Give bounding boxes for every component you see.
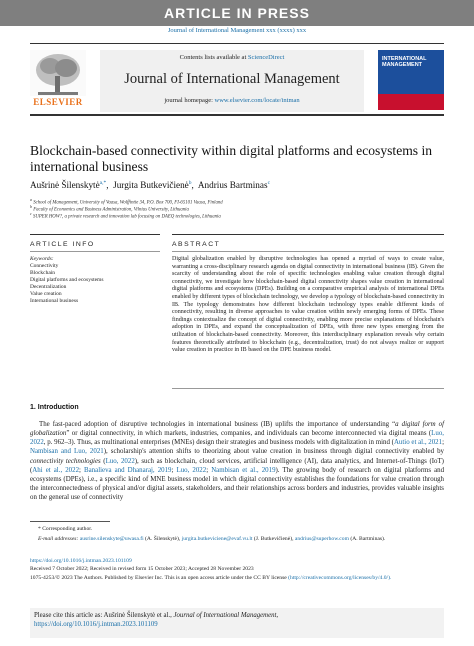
citation-box: Please cite this article as: Aušrinė Šilenskytė et al., Journal of International Management, https://doi.org/10.1016/j.intman.2023.101109: [30, 608, 444, 638]
doi-line: [30, 558, 444, 566]
contents-line: [100, 54, 364, 61]
keyword-item: Decentralization: [30, 284, 67, 290]
affiliation-marker: b: [30, 204, 32, 209]
author-name: Andrius Bartminas: [197, 180, 268, 191]
body-text: The fast-paced adoption of disruptive technologies in international business (IB) uplifts the importance of understanding “: [39, 421, 396, 428]
info-rule-bottom: [30, 251, 160, 252]
article-info-heading: ARTICLE INFO: [30, 241, 95, 248]
email-link[interactable]: andrius@superhow.com: [294, 536, 349, 542]
citation-link[interactable]: Luo, 2022: [105, 457, 135, 465]
info-rule-top: [30, 234, 160, 235]
body-text: (: [100, 457, 106, 465]
citation-link[interactable]: Luo, 2022: [30, 430, 444, 447]
keyword-item: Connectivity: [30, 263, 59, 269]
keywords-label: Keywords:: [30, 256, 54, 262]
keyword-item: Value creation: [30, 291, 62, 297]
body-text: ;: [171, 466, 177, 474]
article-title: Blockchain-based connectivity within digital platforms and ecosystems in international business: [30, 143, 433, 174]
emphasis-text: a digital form of globalization: [30, 421, 444, 438]
affiliation-marker: c: [30, 211, 32, 216]
abstract-rule-end: [172, 388, 444, 389]
author-name: Aušrinė Šilenskytė: [30, 180, 100, 191]
abstract-rule-top: [172, 234, 444, 235]
email-link[interactable]: jurgita.butkeviciene@evaf.vu.lt: [181, 536, 253, 542]
corresponding-author-note: * Corresponding author.: [38, 526, 93, 532]
journal-reference[interactable]: Journal of International Management xxx (xxxx) xxx: [167, 27, 307, 34]
citation-link[interactable]: Ahi et al., 2022: [32, 466, 80, 474]
body-text: ), such as blockchain, cloud services, artificial intelligence (AI), data analytics, and Internet-of-Things (IoT) (: [30, 457, 444, 474]
email-addresses: [38, 535, 444, 543]
affiliation-text: Faculty of Economics and Business Administration, Vilnius University, Lithuania: [33, 207, 189, 213]
contents-prefix: Contents lists available at: [179, 54, 248, 61]
publisher-name: ELSEVIER: [33, 97, 83, 107]
cover-title: INTERNATIONAL MANAGEMENT: [382, 56, 427, 68]
body-text: ;: [206, 466, 212, 474]
header-rule-top: [30, 43, 444, 44]
author-list: Aušrinė Šilenskytė$^{a,*}$, Jurgita Butkevičienė$^b$, Andrius Bartminas$^c$: [30, 180, 271, 191]
masthead-center: [100, 50, 364, 112]
header-rule-bottom: [30, 114, 444, 116]
doi-link[interactable]: https://doi.org/10.1016/j.intman.2023.101109: [30, 558, 132, 564]
affiliation-text: School of Management, University of Vaasa, Wolffintie 34, P.O. Box 700, FI-65101 Vaasa, Finland: [33, 200, 223, 206]
body-text: ), scholarship's attention shifts to theorizing about value creation in business through digital connectivity enabled by: [103, 448, 444, 456]
received-dates: Received 7 October 2022; Received in revised form 15 October 2023; Accepted 28 November 2023: [30, 566, 254, 572]
abstract-text: Digital globalization enabled by disruptive technologies has opened a myriad of ways to create value, warranting a cross-disciplinary research agenda on digital connectivity in international business (IB). Given the scarcity of understanding about the role of specific technologies enabling value creation through digital connectivity, we investigate how blockchain-based digital connectivity shapes value creation in international digital platforms and ecosystems (DPEs). Building on a comparative empirical analysis of international DPEs enabled by different types of blockchain technology, we develop a typology of blockchain-based connectivity in IB. The typology demonstrates how different blockchain technology types enable different kinds of connectivity, resulting in diverse approaches to value creation within newly emerging forms of DPEs. These findings contextualize the concept of digital connectivity, enabling more precise explanations of blockchain's adoption in DPEs, and expand the conceptualization of DPEs, with three new types emerging from the utilization of blockchain-based connectivity. Moreover, this interdisciplinary explanation reveals why certain features theoretically attributed to blockchain (e.g., decentralization, trust) do not always realize or support value creation in practice in IB based on the DPE business model.: [172, 256, 444, 354]
email-link[interactable]: ausrine.silenskyte@uwasa.fi: [79, 536, 144, 542]
author-superscript[interactable]: c: [267, 180, 271, 186]
author-superscript[interactable]: a,*: [99, 180, 107, 186]
email-owner: (A. Bartminas).: [348, 536, 386, 542]
masthead: [30, 50, 444, 112]
affiliation-text: SUPER HOW?, a private research and innovation lab focusing on DAEQ technologies, Lithuania: [32, 214, 221, 220]
affiliation-marker: a: [30, 197, 32, 202]
abstract-heading: ABSTRACT: [172, 241, 221, 248]
affiliation-c: [30, 211, 221, 220]
section-heading-introduction: 1. Introduction: [30, 404, 79, 411]
body-text: , p. 962–3). Thus, as multinational enterprises (MNEs) design their strategies and business models with digitalization in mind (: [43, 439, 394, 447]
body-text: ). The growing body of research on digital platforms and ecosystems (DPEs), i.e., a specific kind of MNE business model in which digital connectivity establishes the foundations for value creation through the interconnectedness of physical and/or digital assets, stakeholders, and their relationships across borders and industries, provides valuable insights on the general use of connectivity: [30, 466, 445, 502]
body-text: ” or digital connectivity, in which markets, industries, companies, and individuals can become interconnected via digital means (: [66, 430, 432, 438]
email-owner: (J. Butkevičienė),: [252, 536, 295, 542]
issn-copyright: 1075-4253/© 2023 The Authors. Published by Elsevier Inc. This is an open access article under the CC BY license: [30, 575, 287, 581]
cite-prefix: Please cite this article as: Aušrinė Šilenskytė et al.,: [34, 612, 174, 619]
keyword-item: Blockchain: [30, 270, 56, 276]
license-link[interactable]: (http://creativecommons.org/licenses/by/4.0/).: [288, 575, 392, 581]
citation-link[interactable]: Nambisan et al., 2019: [211, 466, 276, 474]
citation-link[interactable]: Luo, 2022: [176, 466, 207, 474]
keyword-item: International business: [30, 298, 79, 304]
abstract-rule-bottom: [172, 251, 444, 252]
cite-doi-link[interactable]: https://doi.org/10.1016/j.intman.2023.101109: [34, 621, 158, 628]
citation-link[interactable]: Nambisan and Luo, 2021: [30, 448, 104, 456]
citation-link[interactable]: Autio et al., 2021: [393, 439, 443, 447]
keywords-block: [30, 256, 160, 305]
cover-stripe: [378, 94, 444, 110]
body-text: ;: [442, 439, 444, 447]
author-name: Jurgita Butkevičienė: [113, 180, 189, 191]
license-line: [30, 575, 444, 583]
emphasis-text: connectivity technologies: [30, 457, 101, 465]
cite-journal: Journal of International Management: [173, 612, 277, 619]
journal-homepage: [100, 97, 364, 104]
journal-title: Journal of International Management: [124, 71, 340, 87]
article-in-press-banner: ARTICLE IN PRESS: [0, 0, 474, 26]
introduction-paragraph: [30, 420, 444, 502]
body-text: ;: [79, 466, 85, 474]
citation-link[interactable]: Banalieva and Dhanaraj, 2019: [84, 466, 172, 474]
email-label: E-mail addresses:: [38, 536, 79, 542]
journal-cover-image: [378, 50, 444, 110]
author-superscript[interactable]: b: [188, 180, 192, 186]
email-owner: (A. Šilenskytė),: [143, 536, 182, 542]
homepage-prefix: journal homepage:: [164, 97, 215, 104]
keyword-item: Digital platforms and ecosystems: [30, 277, 104, 283]
footnote-rule: [30, 521, 110, 522]
sciencedirect-link[interactable]: ScienceDirect: [247, 54, 285, 61]
homepage-link[interactable]: www.elsevier.com/locate/intman: [214, 97, 300, 104]
